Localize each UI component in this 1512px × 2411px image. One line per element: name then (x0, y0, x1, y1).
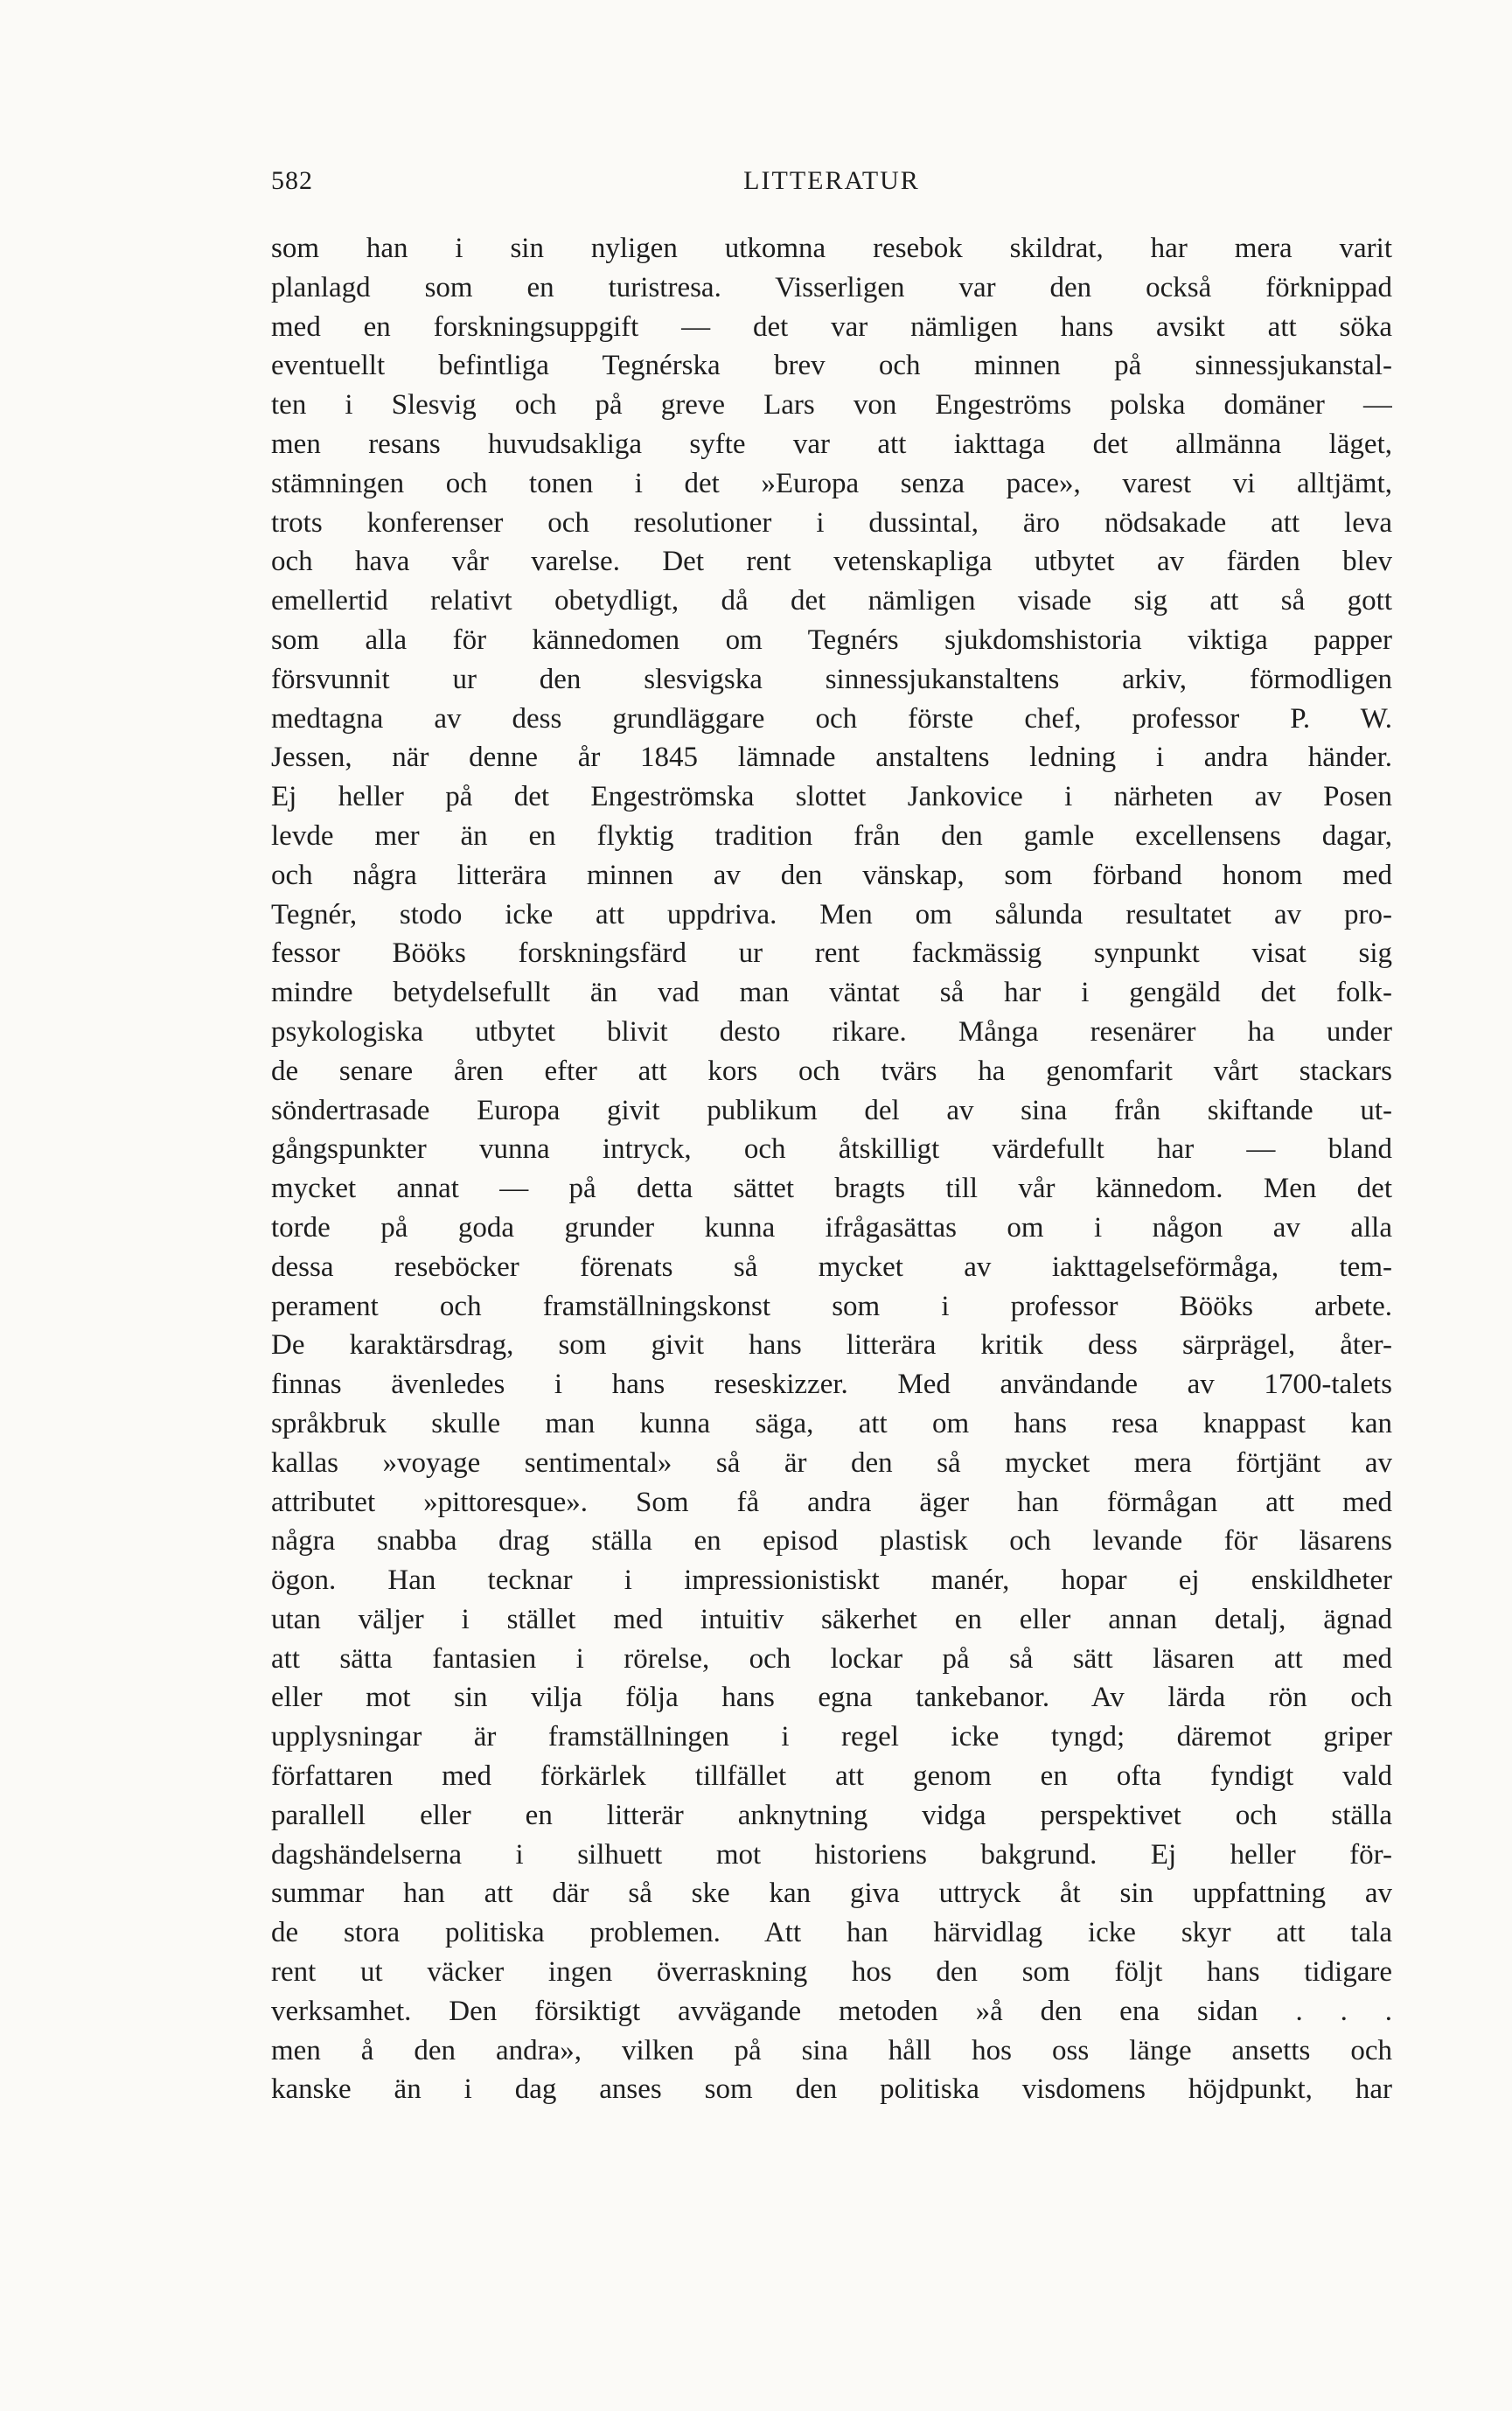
text-line: Tegnér, stodo icke att uppdriva. Men om sålunda resultatet av pro- (271, 898, 1392, 930)
text-line: levde mer än en flyktig tradition från den gamle excellensens dagar, (271, 819, 1392, 852)
text-line: författaren med förkärlek tillfället att genom en ofta fyndigt vald (271, 1760, 1392, 1793)
text-line: fessor Bööks forskningsfärd ur rent fackmässig synpunkt visat sig (271, 937, 1392, 970)
text-line: utan väljer i stället med intuitiv säkerhet en eller annan detalj, ägnad (271, 1603, 1392, 1635)
text-line: medtagna av dess grundläggare och förste chef, professor P. W. (271, 702, 1392, 735)
text-line: mycket annat — på detta sättet bragts till vår kännedom. Men det (271, 1173, 1392, 1205)
page-number: 582 (271, 166, 313, 195)
text-line: som han i sin nyligen utkomna resebok skildrat, har mera varit (271, 233, 1392, 264)
body-text (271, 229, 1392, 2109)
text-line: upplysningar är framställningen i regel icke tyngd; däremot griper (271, 1721, 1392, 1753)
text-line: torde på goda grunder kunna ifrågasättas om i någon av alla (271, 1211, 1392, 1244)
running-title: LITTERATUR (743, 166, 920, 195)
text-line: eller mot sin vilja följa hans egna tankebanor. Av lärda rön och (271, 1682, 1392, 1714)
text-line: De karaktärsdrag, som givit hans litterära kritik dess särprägel, åter- (271, 1329, 1392, 1362)
text-line: de senare åren efter att kors och tvärs ha genomfarit vårt stackars (271, 1055, 1392, 1087)
text-line: försvunnit ur den slesvigska sinnessjukanstaltens arkiv, förmodligen (271, 663, 1392, 695)
text-line: ögon. Han tecknar i impressionistiskt manér, hopar ej enskildheter (271, 1564, 1392, 1597)
text-line: finnas ävenledes i hans reseskizzer. Med användande av 1700-talets (271, 1369, 1392, 1401)
text-line: kanske än i dag anses som den politiska visdomens höjdpunkt, har (271, 2073, 1392, 2106)
text-line: trots konferenser och resolutioner i dussintal, äro nödsakade att leva (271, 506, 1392, 539)
text-line: språkbruk skulle man kunna säga, att om hans resa knappast kan (271, 1407, 1392, 1439)
text-line: kallas »voyage sentimental» så är den så mycket mera förtjänt av (271, 1446, 1392, 1479)
text-line: gångspunkter vunna intryck, och åtskilligt värdefullt har — bland (271, 1133, 1392, 1166)
text-line: mindre betydelsefullt än vad man väntat så har i gengäld det folk- (271, 977, 1392, 1009)
text-line: summar han att där så ske kan giva uttryck åt sin uppfattning av (271, 1878, 1392, 1910)
text-line: ten i Slesvig och på greve Lars von Engeströms polska domäner — (271, 389, 1392, 422)
text-line: attributet »pittoresque». Som få andra äger han förmågan att med (271, 1486, 1392, 1518)
text-line: men resans huvudsakliga syfte var att iakttaga det allmänna läget, (271, 428, 1392, 460)
text-line: att sätta fantasien i rörelse, och lockar på så sätt läsaren att med (271, 1642, 1392, 1675)
text-line: dessa reseböcker förenats så mycket av iakttagelseförmåga, tem- (271, 1251, 1392, 1283)
text-line: dagshändelserna i silhuett mot historiens bakgrund. Ej heller för- (271, 1838, 1392, 1871)
text-line: eventuellt befintliga Tegnérska brev och minnen på sinnessjukanstal- (271, 350, 1392, 382)
text-line: stämningen och tonen i det »Europa senza pace», varest vi alltjämt, (271, 467, 1392, 499)
text-line: och några litterära minnen av den vänskap, som förband honom med (271, 859, 1392, 891)
text-line: de stora politiska problemen. Att han härvidlag icke skyr att tala (271, 1917, 1392, 1949)
text-line: Ej heller på det Engeströmska slottet Jankovice i närheten av Posen (271, 781, 1392, 813)
text-line: verksamhet. Den försiktigt avvägande metoden »å den ena sidan . . . (271, 1995, 1392, 2027)
text-line: som alla för kännedomen om Tegnérs sjukdomshistoria viktiga papper (271, 624, 1392, 656)
text-line: Jessen, när denne år 1845 lämnade anstaltens ledning i andra händer. (271, 742, 1392, 774)
text-line: men å den andra», vilken på sina håll hos oss länge ansetts och (271, 2034, 1392, 2066)
running-head (271, 166, 1392, 205)
text-line: några snabba drag ställa en episod plastisk och levande för läsarens (271, 1525, 1392, 1557)
text-line: perament och framställningskonst som i professor Bööks arbete. (271, 1290, 1392, 1322)
text-line: emellertid relativt obetydligt, då det nämligen visade sig att så gott (271, 585, 1392, 617)
text-line: söndertrasade Europa givit publikum del av sina från skiftande ut- (271, 1094, 1392, 1126)
text-line: psykologiska utbytet blivit desto rikare. Många resenärer ha under (271, 1015, 1392, 1048)
text-line: med en forskningsuppgift — det var nämligen hans avsikt att söka (271, 310, 1392, 343)
text-line: planlagd som en turistresa. Visserligen var den också förknippad (271, 271, 1392, 303)
text-line: rent ut väcker ingen överraskning hos den som följt hans tidigare (271, 1956, 1392, 1989)
text-line: och hava vår varelse. Det rent vetenskapliga utbytet av färden blev (271, 546, 1392, 578)
text-line: parallell eller en litterär anknytning vidga perspektivet och ställa (271, 1799, 1392, 1831)
